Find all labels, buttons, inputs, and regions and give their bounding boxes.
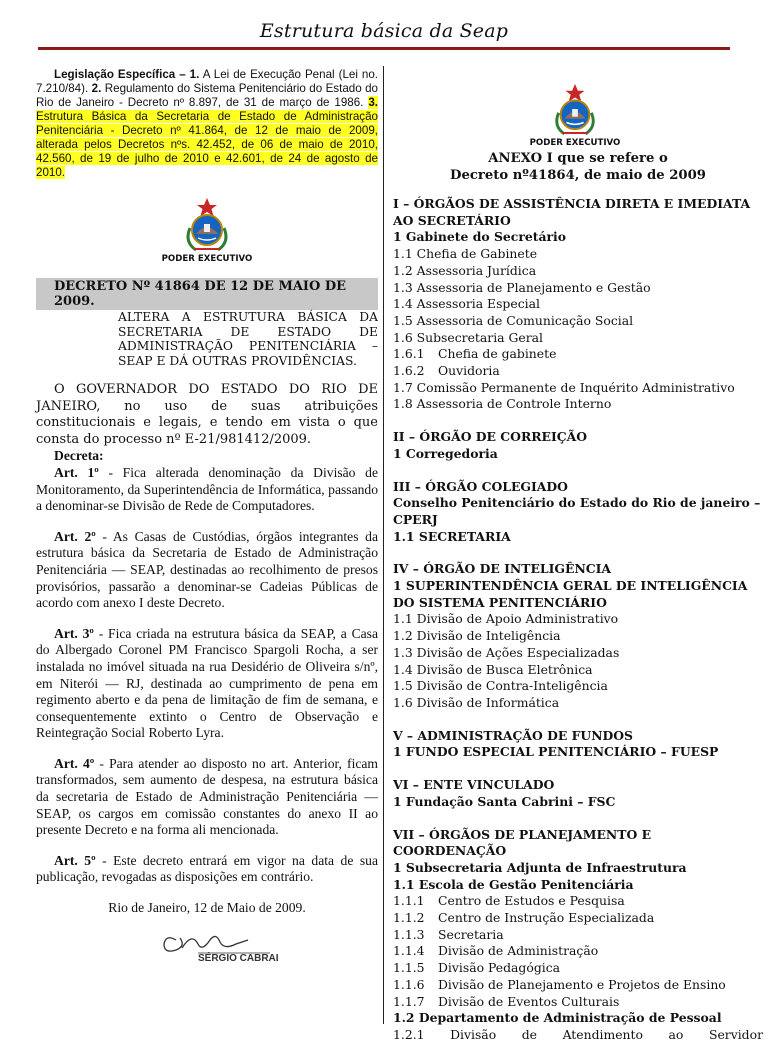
signature-name: SÉRGIO CABRAL [198,953,278,965]
annex-item: 1.4 Divisão de Busca Eletrônica [393,661,593,677]
legis-3-text: Estrutura Básica da Secretaria de Estado de Administração Penitenciária - Decreto nº 41.864, de 12 de maio de 2009, alterada pelos Decretos nºs. 42.452, de 06 de maio de 2010, 42.560, de 19 de julho de 2010 e 42.601, de 24 de agosto de 2010. [36,110,378,179]
annex-item: 1 Gabinete do Secretário [393,229,567,245]
annex-item [393,927,763,944]
poder-executivo-label: PODER EXECUTIVO [529,138,621,148]
legis-3-number: 3. [368,96,378,109]
annex-item: 1.4 Assessoria Especial [393,296,540,312]
annex-item: VII – ÓRGÃOS DE PLANEJAMENTO E COORDENAÇÃO [393,826,652,859]
annex-item: Conselho Penitenciário do Estado do Rio de janeiro – CPERJ [393,495,761,527]
annex-item-number: 1.6.1 [393,346,425,362]
annex-item: 1.2 Departamento de Administração de Pessoal [393,1010,722,1026]
legislation-label: Legislação Específica [54,68,176,81]
crest-left [36,194,378,264]
annex-item: 1 Fundação Santa Cabrini – FSC [393,793,616,809]
annex-item-number: 1.1.4 [393,943,425,959]
annex-item: IV – ÓRGÃO DE INTELIGÊNCIA [393,561,612,577]
annex-item: VI – ENTE VINCULADO [393,777,555,793]
annex-item: 1 FUNDO ESPECIAL PENITENCIÁRIO – FUESP [393,744,719,760]
column-divider [383,66,384,1024]
page-header [0,0,768,58]
annex-item: I – ÓRGÃOS DE ASSISTÊNCIA DIRETA E IMEDIATA AO SECRETÁRIO [393,196,751,228]
annex-item [393,910,763,927]
annex-item-number: 1.1.2 [393,910,425,926]
poder-executivo-label: PODER EXECUTIVO [161,254,253,264]
annex-title [393,150,763,184]
article-5 [36,853,378,886]
annex-item: 1.3 Divisão de Ações Especializadas [393,644,620,660]
governor-paragraph [36,382,378,448]
annex-item [393,1027,763,1044]
annex-item-number: 1.1.1 [393,893,425,909]
annex-item: 1 Subsecretaria Adjunta de Infraestrutura [393,859,687,875]
legis-2-number: 2. [91,82,102,95]
annex-item-number: 1.1.3 [393,926,425,942]
legislation-paragraph: Legislação Específica – 1. A Lei de Execução Penal (Lei no. 7.210/84). 2. Regulamento do Sistema Penitenciário do Estado do Rio de Janeiro - Decreto nº 8.897, de 31 de março de 1986. 3. Estrutura Básica da Secretaria de Estado de Administração Penitenciária - Decreto nº 41.864, de 12 de maio de 2009, alterada pelos Decretos nºs. 42.452, de 06 de maio de 2010, 42.560, de 19 de julho de 2010 e 42.601, de 24 de agosto de 2010. [36,68,379,179]
header-rule [38,47,730,50]
decreta-text: Decreta: [54,448,104,464]
place-and-date: Rio de Janeiro, 12 de Maio de 2009. [108,900,306,916]
annex-item-word: de [521,1026,537,1042]
annex-item-text: Centro de Instrução Especializada [438,910,655,926]
annex-item-text: Centro de Estudos e Pesquisa [438,893,625,909]
annex-item: 1.1 SECRETARIA [393,528,511,544]
legis-1-number: 1. [189,68,200,81]
article-2-label: Art. 2º [54,528,96,544]
annex-item: 1.1 Divisão de Apoio Administrativo [393,611,619,627]
annex-item [393,943,763,960]
article-3 [36,626,378,742]
annex-item-word: ao [668,1026,684,1042]
crest-right [393,80,757,148]
annex-item-number: 1.1.5 [393,960,425,976]
header-title: Estrutura básica da Seap [259,20,509,42]
annex-item: 1.3 Assessoria de Planejamento e Gestão [393,279,651,295]
annex-item [393,363,763,380]
annex-item-number: 1.1.7 [393,993,425,1009]
annex-title-line-1: ANEXO I que se refere o [488,151,668,166]
annex-item [393,346,763,363]
annex-item-text: Ouvidoria [438,363,500,379]
signature [158,926,378,968]
annex-item-text: Divisão de Planejamento e Projetos de Ensino [438,976,726,992]
annex-item: 1.8 Assessoria de Controle Interno [393,396,612,412]
annex-item-text: Chefia de gabinete [438,346,557,362]
governor-text: , no uso de suas atribuições constitucionais e legais, e tendo em vista o que consta do processo nº E-21/981412/2009. [36,398,378,447]
annex-item-text: Secretaria [438,926,504,942]
article-3-text: - Fica criada na estrutura básica da SEAP, a Casa do Albergado Coronel PM Francisco Spargoli Rocha, a ser instalada no imóvel situada na rua Desidério de Oliveira s/nº, em Niterói — RJ, destinada ao cumprimento de pena em regimento aberto e da pena de limitação de fim de semana, e consequentemente extinto o Centro de Observação e Reintegração Social Roberto Lyra. [36,625,378,741]
annex-item-word: Atendimento [562,1026,643,1042]
legis-2-text: Regulamento do Sistema Penitenciário do Estado do Rio de Janeiro - Decreto nº 8.897, de 31 de março de 1986. [36,82,378,109]
article-5-text: - Este decreto entrará em vigor na data de sua publicação, revogadas as disposições em contrário. [36,852,378,885]
left-column [36,66,378,968]
article-2-text: - As Casas de Custódias, órgãos integrantes da estrutura básica da Secretaria de Estado de Administração Penitenciária — SEAP, destinadas ao recolhimento de presos provisórios, passarão a denominar-se Cadeias Públicas de acordo com anexo I deste Decreto. [36,528,378,611]
annex-item: 1 Corregedoria [393,445,498,461]
annex-list [393,196,763,1044]
annex-item: 1.2 Divisão de Inteligência [393,628,561,644]
annex-item-text: Divisão de Eventos Culturais [438,993,620,1009]
article-1-label: Art. 1º [54,464,99,480]
right-column [393,66,763,1044]
annex-item: 1.6 Divisão de Informática [393,694,560,710]
annex-item [393,893,763,910]
annex-item: 1.6 Subsecretaria Geral [393,329,544,345]
article-4-label: Art. 4º [54,755,95,771]
annex-item: V – ADMINISTRAÇÃO DE FUNDOS [393,727,634,743]
governor-title: O GOVERNADOR DO ESTADO DO RIO DE JANEIRO [36,382,378,414]
annex-item [393,977,763,994]
decree-title: DECRETO Nº 41864 DE 12 DE MAIO DE 2009. [36,278,378,310]
annex-item-number: 1.6.2 [393,363,425,379]
annex-item: 1.1 Chefia de Gabinete [393,246,538,262]
signature-scribble-icon [158,926,278,964]
annex-item-word: Servidor [708,1026,763,1042]
article-1-text: - Fica alterada denominação da Divisão de Monitoramento, da Superintendência de Informática, passando a denominar-se Divisão de Rede de Computadores. [36,464,378,514]
annex-item: 1.2 Assessoria Jurídica [393,262,537,278]
annex-item-text: Divisão Pedagógica [438,960,561,976]
article-3-label: Art. 3º [54,625,94,641]
article-1 [36,465,378,515]
annex-item: 1.1 Escola de Gestão Penitenciária [393,876,634,892]
article-4 [36,756,378,839]
state-coat-of-arms-icon [551,80,599,138]
annex-item-word: 1.2.1 [393,1026,425,1042]
annex-item: III – ÓRGÃO COLEGIADO [393,478,568,494]
annex-item: 1.7 Comissão Permanente de Inquérito Administrativo [393,379,735,395]
annex-item: 1.5 Divisão de Contra-Inteligência [393,678,608,694]
annex-item-number: 1.1.6 [393,976,425,992]
decreta-label [36,448,378,465]
article-2 [36,529,378,612]
state-coat-of-arms-icon [182,194,232,254]
annex-item-text: Divisão de Administração [438,943,599,959]
annex-title-line-2: Decreto nº41864, de maio de 2009 [450,168,706,183]
annex-item: 1 SUPERINTENDÊNCIA GERAL DE INTELIGÊNCIA DO SISTEMA PENITENCIÁRIO [393,578,748,610]
annex-item: 1.5 Assessoria de Comunicação Social [393,312,634,328]
annex-item [393,960,763,977]
article-5-label: Art. 5º [54,852,96,868]
annex-item: II – ÓRGÃO DE CORREIÇÃO [393,429,588,445]
decree-summary: ALTERA A ESTRUTURA BÁSICA DA SECRETARIA DE ESTADO DE ADMINISTRAÇÃO PENITENCIÁRIA – SEAP E DÁ OUTRAS PROVIDÊNCIAS. [118,310,378,368]
legis-1-text: A Lei de Execução Penal (Lei no. 7.210/84). [36,68,379,95]
annex-item-word: Divisão [450,1026,497,1042]
annex-item [393,994,763,1011]
article-4-text: - Para atender ao disposto no art. Anterior, ficam transformados, sem aumento de despesa, na estrutura básica da secretaria de Estado de Administração Penitenciária — SEAP, os cargos em comissão constantes do anexo II ao presente Decreto e na forma ali mencionada. [36,755,378,838]
